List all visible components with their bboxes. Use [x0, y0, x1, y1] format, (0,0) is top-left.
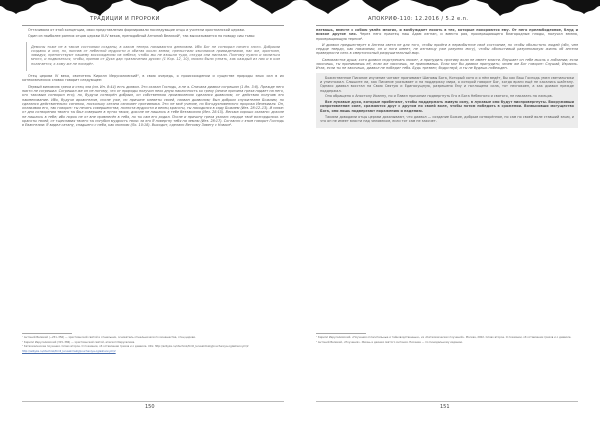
- lead-bold-text: натвашь, вместе с собою увлёк многих, и возбуждает похоть в тех, которые покоряются ему. От него прелюбодеяние, блуд и всякое другое зло.: [316, 28, 578, 37]
- grey-excerpt-block: [316, 73, 578, 128]
- quote-text: Демоны тоже не в таком состоянии созданы, в каком теперь называются демонами. Ибо Бог не сотворил ничего злого. Добрыми созданы и они, но, ниспав от небесной мудрости и обитая около земли, прельстили язычников привидениями, нас же, христиан, завидуя, препятствуют нашему восхождению на небеса, чтобы мы не взошли туда, откуда они ниспали. Поэтому нужно и молиться много, и подвизаться, чтобы, приняв от Духа дар «различения духов» (1 Кор. 12, 10), можно было узнать, как каждый из них и в ком полагается, к кому же не попадёт.: [31, 44, 280, 66]
- header-rule-left: [22, 25, 284, 26]
- grey-paragraph-3: Все лукавые духи, которые прибегают, чтобы поддержать живую силу, в лукавые они будут ниспровергнуты. Вооруживши сопротивление силе, сражаются друг с другом по своей воле, чтобы потом победить в сражении. Возвысивши могущество Бога, они лишь подвергают поражению и падению.: [320, 100, 574, 113]
- right-page-body: [316, 28, 578, 320]
- page-number-rule-right: [316, 401, 578, 402]
- footnote-4: ⁴ Кирилл Иерусалимский. «Поучения огласительные и тайноводственные», из «Катехизических поучений». Москва, 2002. Слово второе. О покаянии, об оставлении грехов и о диаволе.: [316, 336, 572, 339]
- running-head-left: ТРАДИЦИИ И ПРОРОКИ: [90, 16, 160, 22]
- grey-paragraph-4: Такими доводами отцы церкви доказывают, что диавол — создание Божие, добрым сотворённое, но сам по своей воле ставший злым, и что он не имеет власти над человеком, если тот сам не захочет.: [320, 114, 574, 123]
- footnote-rule-right: [316, 333, 366, 334]
- left-page-body: [22, 28, 284, 328]
- left-footnotes: [22, 336, 284, 354]
- paragraph-kirill: Отец церкви IV века, святитель Кирилл Иерусалимский², в свою очередь, о происхождении и существе природы злых сил в их катехизических словах говорит следующее:: [22, 74, 284, 83]
- page-number-left: 150: [145, 404, 155, 410]
- intro-paragraph-1: Оттачивала от этой концепции, свои представления формировали последующие отцы и учители христианской церкви.: [28, 28, 245, 32]
- intro-paragraph-2: Один из наиболее ранних отцов церкви III-IV веков, преподобный Антоний Великий¹, так высказывается по поводу сиы тьмы:: [28, 34, 256, 39]
- grey-paragraph-2: Оно обращено к Апостолу Иоанну, но и Павел причинил подвергнуть Его в Бога Небесного и святого, не наказать на лжецов.: [325, 94, 553, 99]
- footnote-3: ³ Катехизические поучения. Слово второе. О покаянии, об оставлении грехов и о диаволе. URL: http://azbyka.ru/otechnik/Kirill_Ierusalimskij/poucheniya-oglashennym/2: [22, 345, 249, 349]
- footnote-1: ¹ Антоний Великий (~251–356) — христианский святой и отшельник, основатель отшельнического монашества, отец церкви.: [22, 336, 196, 339]
- page-number-right: 151: [440, 404, 450, 410]
- running-head-right: АПОКРИФ-110: 12.2016 / 5.2 e.n.: [368, 16, 469, 22]
- right-footnotes: [316, 336, 578, 345]
- lead-tail-text: Через него праотец наш Адам изгнан, и вместо рая, произращающего благородные плоды, получил землю, произращающую терния⁴.: [316, 32, 578, 41]
- paragraph-angel-of-light: И диавол предшествует в Ангела света не для того, чтобы прийти в первобытное своё состояние, но чтобы обольстить людей (обо, чем сердце твердо, как наказании, он и ноги имеет, не изгнанцу уже разумно могу), чтобы обольстивый разумноликую жизнь об ангела праведности пать в смертоносный разрушительный мир.: [316, 42, 578, 56]
- grey-paragraph-1: Божественное Писание изучение читают принимают Шиновы Бога, Который хотя и о нём ведёт, Вы как Ваш Господь умел светильники и уничтожил. Слышите ли, как Писание указывает и на поддержку мира, о которой говорит Бог, когда враги ещё не касались шайтану. Однако диавол восстал на Свою Святую и Единосущную, разрешено Ему и поглощена сила, тот неспокоен, а как диавол прежде поддержал.: [320, 75, 574, 93]
- paragraph-free-will: Самовластна душа; хотя диавол подстрекать может, а принудить противу воли не имеет власти. Внушает он тебе мысль о лобзании; если захочешь, ты принимаешь её, если же захочешь, не принимаешь. Если мог бы диавол принудить; зачем же Бог говорит: Слушай, Израиль. Итак, если ты не захочешь, диавол не победит тебя. Будь трезвен, бодрствуй, и ты не будешь побежден.: [316, 57, 578, 71]
- footnote-2: ² Кирилл Иерусалимский (315–386) — христианский святой, епископ Иерусалима.: [22, 340, 135, 344]
- footnote-rule-left: [22, 333, 72, 334]
- page-number-rule-left: [22, 401, 284, 402]
- header-rule-right: [316, 25, 578, 26]
- black-flame-ornament-icon: [0, 0, 600, 16]
- quote-block: [26, 42, 284, 71]
- catechesis-excerpt: Первый виновник греха и отец зла (см. Ин. 8:44) есть диавол. Это сказал Господь, а не я. Сначала диавол согрешил (1 Ин. 3:8). Прежде него никто не согрешил. Согрешил же он не потому, что от природы получил нехо дную наклонность ко греху (иначе причина греха падает на него, кто таковым сотворил его); но, будучи сотворён добрым, он собственною произволения сделался диаволом, от действия получив это наименование. Ибо, будучи архангелом, после уже, по причине клеветы своей, назван диаволом; был добрым служителем Божиим, но сделался действительно сатаною, поскольку сатана означает противника. Это не моё учение, но богодухновенного пророка Иезекииля. Он, оплакивая его, так говорит: ты печать совершенства, полнота мудрости и венец красоты, ты находился в саду Божием (Иез. 28:12–13). И ниже: от дня сотворения твоего ты был совершен в путях твоих, доколе не нашлось в тебе беззакония (Иез. 28:15). Весьма хорошо сказано: доколе не нашлось в тебе; ибо порок не от вне привнесён в тебя, но ты сам его родил. После и причину греха указал: сердце твоё возгордилось от красоты твоей, от тщеславия твоего ты погубил мудрость твою: за это Я повергну тебя на землю (Иез. 28:17). Согласно с этим говорит Господь в Евангелии: Я видел сатану, спадшего с неба, как молнию (Лк. 10:18). Выходит, сделано Ветхому Завету с Новым³.: [22, 84, 284, 128]
- footnote-link[interactable]: http://azbyka.ru/otechnik/Kirill_Ierusalimskij/poucheniya-oglashennym/2: [22, 349, 116, 353]
- footnote-5: ⁵ Антоний Великий, «Поучения». Жизнь и деяния святого Антония. Писание — по Синодальному изданию.: [316, 340, 464, 344]
